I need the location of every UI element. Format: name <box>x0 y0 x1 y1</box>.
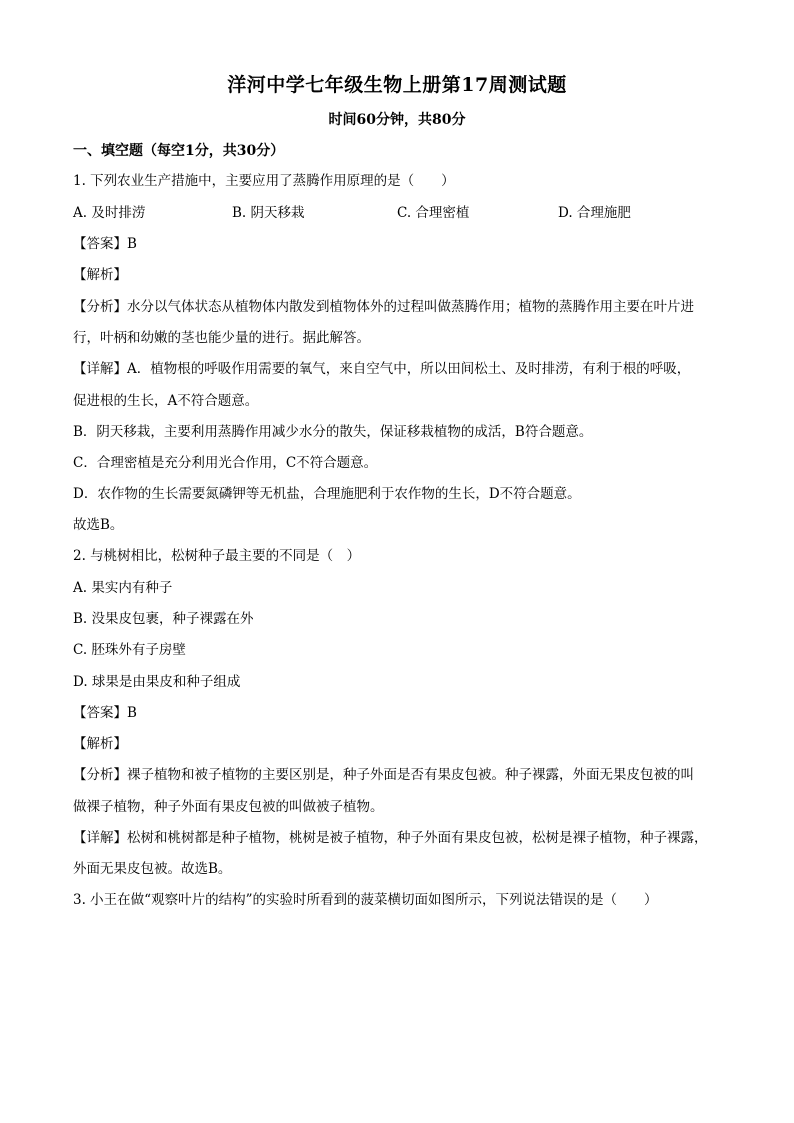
question-1-answer: 【答案】B <box>73 236 137 252</box>
question-1-option-a: A. 及时排涝 <box>73 205 146 221</box>
question-1-stem: 1. 下列农业生产措施中，主要应用了蒸腾作用原理的是（ ） <box>73 173 455 189</box>
question-1-line-c: C．合理密植是充分利用光合作用，C不符合题意。 <box>73 455 378 471</box>
question-1-option-b: B. 阴天移栽 <box>232 205 305 221</box>
question-2-analysis-label: 【解析】 <box>73 736 127 752</box>
question-2-xiangjie-line-2: 外面无果皮包被。故选B。 <box>73 861 232 877</box>
question-2-xiangjie-line-1: 【详解】松树和桃树都是种子植物，桃树是被子植物，种子外面有果皮包被，松树是裸子植物，种子裸露， <box>73 830 708 846</box>
question-2-fenxi-line-1: 【分析】裸子植物和被子植物的主要区别是，种子外面是否有果皮包被。种子裸露，外面无果皮包被的叫 <box>73 767 694 783</box>
page-title: 洋河中学七年级生物上册第17周测试题 <box>227 74 567 96</box>
question-2-option-a: A. 果实内有种子 <box>73 580 173 596</box>
question-1-option-d: D. 合理施肥 <box>558 205 631 221</box>
question-3-stem: 3. 小王在做“观察叶片的结构”的实验时所看到的菠菜横切面如图所示，下列说法错误的是（ ） <box>73 892 658 908</box>
question-1-line-b: B．阴天移栽，主要利用蒸腾作用减少水分的散失，保证移栽植物的成活，B符合题意。 <box>73 424 593 440</box>
question-1-fenxi-line-1: 【分析】水分以气体状态从植物体内散发到植物体外的过程叫做蒸腾作用；植物的蒸腾作用主要在叶片进 <box>73 299 694 315</box>
question-1-option-c: C. 合理密植 <box>397 205 470 221</box>
question-1-conclusion: 故选B。 <box>73 517 124 533</box>
question-1-xiangjie-line-1: 【详解】A．植物根的呼吸作用需要的氧气，来自空气中，所以田间松土、及时排涝，有利于根的呼吸， <box>73 361 691 377</box>
section-heading: 一、填空题（每空1分，共30分） <box>73 143 285 159</box>
question-2-option-d: D. 球果是由果皮和种子组成 <box>73 674 241 690</box>
question-2-option-b: B. 没果皮包裹，种子裸露在外 <box>73 611 254 627</box>
page-subtitle: 时间60分钟，共80分 <box>328 112 466 128</box>
question-2-fenxi-line-2: 做裸子植物，种子外面有果皮包被的叫做被子植物。 <box>73 799 384 815</box>
question-1-analysis-label: 【解析】 <box>73 267 127 283</box>
question-2-answer: 【答案】B <box>73 705 137 721</box>
question-2-option-c: C. 胚珠外有子房壁 <box>73 642 186 658</box>
question-1-line-d: D．农作物的生长需要氮磷钾等无机盐，合理施肥利于农作物的生长，D不符合题意。 <box>73 486 581 502</box>
question-1-xiangjie-line-2: 促进根的生长，A不符合题意。 <box>73 393 259 409</box>
question-1-fenxi-line-2: 行，叶柄和幼嫩的茎也能少量的进行。据此解答。 <box>73 330 370 346</box>
question-2-stem: 2. 与桃树相比，松树种子最主要的不同是（ ） <box>73 548 361 564</box>
